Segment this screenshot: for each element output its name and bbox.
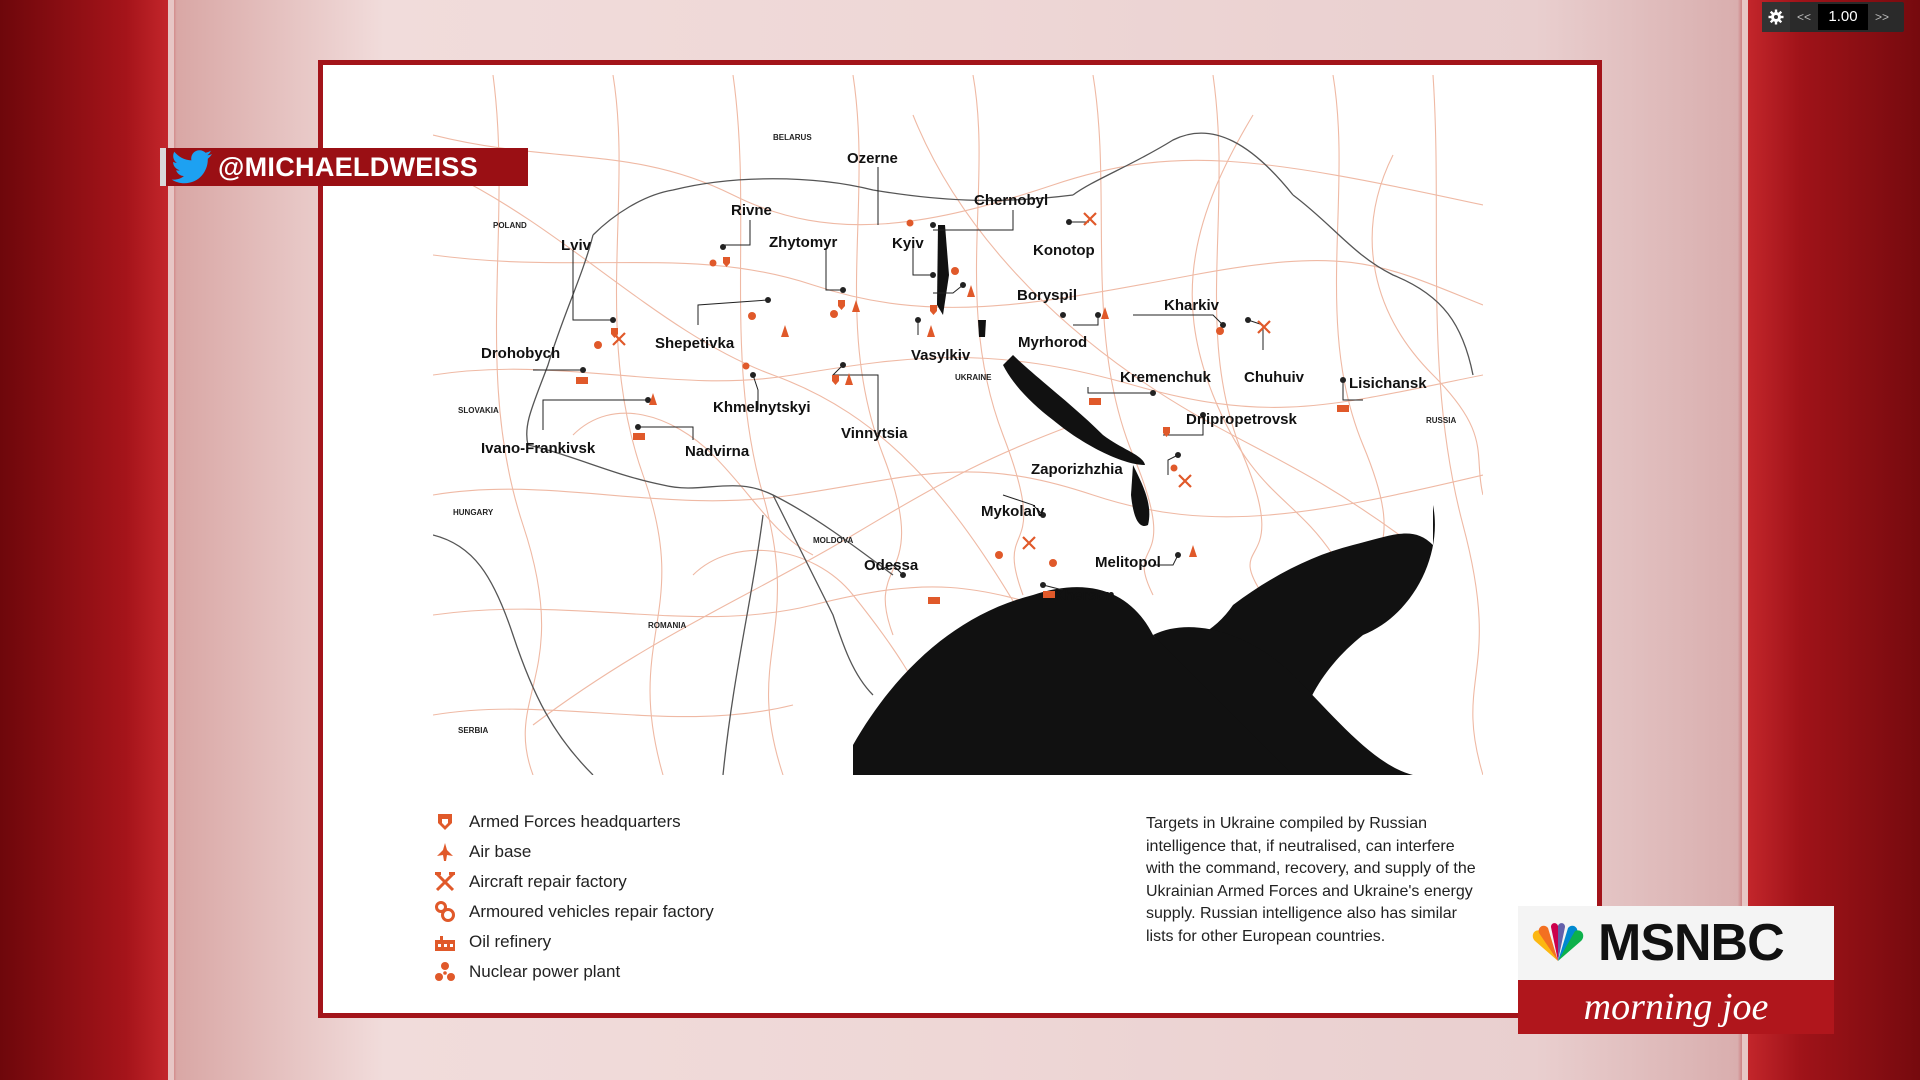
city-label-dnipropetrovsk: Dnipropetrovsk — [1186, 411, 1297, 428]
twitter-handle-banner — [160, 148, 528, 186]
city-label-kremenchuk: Kremenchuk — [1120, 369, 1211, 386]
map-slide-frame — [318, 60, 1602, 1018]
country-label-ukraine: UKRAINE — [955, 373, 992, 382]
twitter-handle-text: @MICHAELDWEISS — [218, 151, 479, 182]
city-label-vasylkiv: Vasylkiv — [911, 347, 971, 364]
country-label-moldova: MOLDOVA — [813, 536, 854, 545]
country-label-hungary: HUNGARY — [453, 508, 494, 517]
legend-item — [433, 927, 833, 957]
city-label-myrhorod: Myrhorod — [1018, 334, 1088, 351]
legend-item — [433, 867, 833, 897]
gears-icon — [433, 900, 457, 924]
city-label-lisichansk: Lisichansk — [1349, 375, 1427, 392]
city-label-khmelnytskyi: Khmelnytskyi — [713, 399, 811, 416]
city-label-lviv: Lviv — [561, 237, 592, 254]
twitter-bird-icon — [166, 148, 218, 186]
speed-down-button[interactable]: << — [1796, 10, 1811, 24]
city-label-zaporizhzhia: Zaporizhzhia — [1031, 461, 1123, 478]
city-label-zhytomyr: Zhytomyr — [769, 234, 838, 251]
country-label-serbia: SERBIA — [458, 726, 489, 735]
network-name: MSNBC — [1598, 914, 1784, 972]
msnbc-logo — [1518, 906, 1834, 980]
country-label-slovakia: SLOVAKIA — [458, 406, 499, 415]
legend-label: Nuclear power plant — [469, 962, 621, 981]
ukraine-target-map — [433, 75, 1483, 775]
playback-speed-value: 1.00 — [1818, 4, 1868, 30]
city-label-rivne: Rivne — [731, 202, 772, 219]
peacock-icon — [1518, 906, 1598, 980]
gear-icon[interactable] — [1762, 2, 1790, 32]
map-legend — [433, 807, 833, 987]
playback-controls — [1762, 2, 1904, 32]
map-caption: Targets in Ukraine compiled by Russian intelligence that, if neutralised, can interfere with the command, recovery, and supply of the Ukrainian Armed Forces and Ukraine's energy supply. Russian intelligence also has similar lists for other European countries. — [1146, 815, 1476, 945]
city-label-ivano-frankivsk: Ivano-Frankivsk — [481, 440, 596, 457]
network-logo-badge — [1518, 906, 1834, 1034]
legend-item — [433, 837, 833, 867]
city-label-drohobych: Drohobych — [481, 345, 561, 362]
city-label-boryspil: Boryspil — [1017, 287, 1078, 304]
city-label-kherson: Kherson — [1054, 587, 1115, 604]
left-background-bar — [0, 0, 168, 1080]
city-label-konotop: Konotop — [1033, 242, 1095, 259]
city-label-vinnytsia: Vinnytsia — [841, 425, 908, 442]
city-label-nadvirna: Nadvirna — [685, 443, 750, 460]
city-label-mykolaiv: Mykolaiv — [981, 503, 1045, 520]
city-label-ozerne: Ozerne — [847, 150, 898, 167]
country-label-russia: RUSSIA — [1426, 416, 1457, 425]
legend-label: Aircraft repair factory — [469, 872, 627, 891]
city-label-shepetivka: Shepetivka — [655, 335, 735, 352]
country-label-romania: ROMANIA — [648, 621, 687, 630]
show-name-bar — [1518, 980, 1834, 1034]
shield-icon — [433, 810, 457, 834]
legend-item — [433, 807, 833, 837]
plane-icon — [433, 840, 457, 864]
legend-label: Armed Forces headquarters — [469, 812, 681, 831]
crossed-tools-icon — [433, 870, 457, 894]
radiation-icon — [433, 960, 457, 984]
city-label-kharkiv: Kharkiv — [1164, 297, 1220, 314]
city-label-chuhuiv: Chuhuiv — [1244, 369, 1304, 386]
speed-up-button[interactable]: >> — [1874, 10, 1889, 24]
legend-item — [433, 897, 833, 927]
city-label-chernobyl: Chernobyl — [974, 192, 1049, 209]
factory-icon — [433, 930, 457, 954]
legend-item — [433, 957, 833, 987]
show-name: morning joe — [1583, 986, 1769, 1028]
legend-label: Armoured vehicles repair factory — [469, 902, 714, 921]
legend-label: Oil refinery — [469, 932, 552, 951]
country-label-belarus: BELARUS — [773, 133, 812, 142]
city-label-odessa: Odessa — [864, 557, 919, 574]
city-label-melitopol: Melitopol — [1095, 554, 1161, 571]
city-label-kyiv: Kyiv — [892, 235, 924, 252]
map-canvas — [433, 75, 1483, 775]
legend-label: Air base — [469, 842, 532, 861]
country-label-poland: POLAND — [493, 221, 527, 230]
